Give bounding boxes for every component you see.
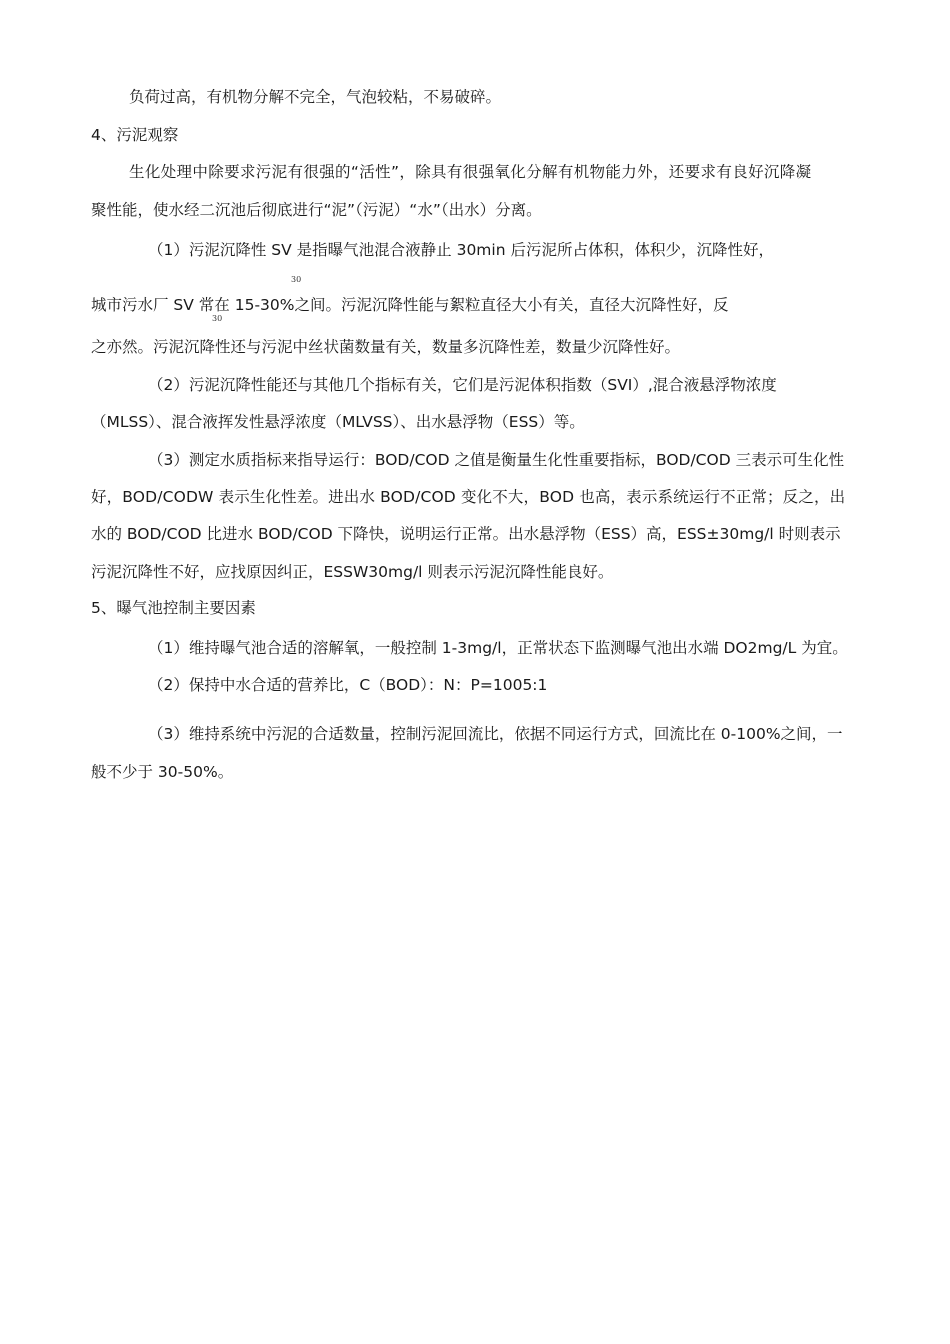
paragraph-line: 负荷过高，有机物分解不完全，气泡较粘，不易破碎。	[129, 88, 502, 106]
paragraph-line: （2）保持中水合适的营养比，C（BOD）：N：P=1005:1	[148, 676, 548, 694]
paragraph-line: （3）维持系统中污泥的合适数量，控制污泥回流比，依据不同运行方式，回流比在 0-100%之间，一	[148, 725, 843, 743]
paragraph-line: 之亦然。污泥沉降性还与污泥中丝状菌数量有关，数量多沉降性差，数量少沉降性好。	[91, 338, 681, 356]
paragraph-line: 污泥沉降性不好，应找原因纠正，ESSW30mg/l 则表示污泥沉降性能良好。	[91, 563, 614, 581]
paragraph-line: 聚性能，使水经二沉池后彻底进行“泥”（污泥）“水”（出水）分离。	[91, 201, 542, 219]
paragraph-line: （MLSS）、混合液挥发性悬浮浓度（MLVSS）、出水悬浮物（ESS）等。	[91, 413, 585, 431]
paragraph-line: 水的 BOD/COD 比进水 BOD/COD 下降快，说明运行正常。出水悬浮物（ESS）高，ESS±30mg/l 时则表示	[91, 525, 841, 543]
section-heading-aeration-control: 5、曝气池控制主要因素	[91, 599, 256, 617]
paragraph-line: 般不少于 30-50%。	[91, 763, 234, 781]
section-heading-sludge-observation: 4、污泥观察	[91, 126, 179, 144]
paragraph-line: 好，BOD/CODW 表示生化性差。进出水 BOD/COD 变化不大，BOD 也高，表示系统运行不正常；反之，出	[91, 488, 846, 506]
paragraph-line: （1）污泥沉降性 SV 是指曝气池混合液静止 30min 后污泥所占体积，体积少，沉降性好，	[148, 241, 774, 259]
subscript-marker: 30	[212, 314, 223, 323]
paragraph-line: 城市污水厂 SV 常在 15-30%之间。污泥沉降性能与絮粒直径大小有关，直径大沉降性好，反	[91, 296, 729, 314]
paragraph-line: （3）测定水质指标来指导运行：BOD/COD 之值是衡量生化性重要指标，BOD/COD 三表示可生化性	[148, 451, 845, 469]
paragraph-line: （2）污泥沉降性能还与其他几个指标有关，它们是污泥体积指数（SVI）,混合液悬浮物浓度	[148, 376, 777, 394]
subscript-marker: 30	[291, 275, 302, 284]
paragraph-line: （1）维持曝气池合适的溶解氧，一般控制 1-3mg/l，正常状态下监测曝气池出水端 DO2mg/L 为宜。	[148, 639, 848, 657]
paragraph-line: 生化处理中除要求污泥有很强的“活性”，除具有很强氧化分解有机物能力外，还要求有良好沉降凝	[129, 163, 812, 181]
